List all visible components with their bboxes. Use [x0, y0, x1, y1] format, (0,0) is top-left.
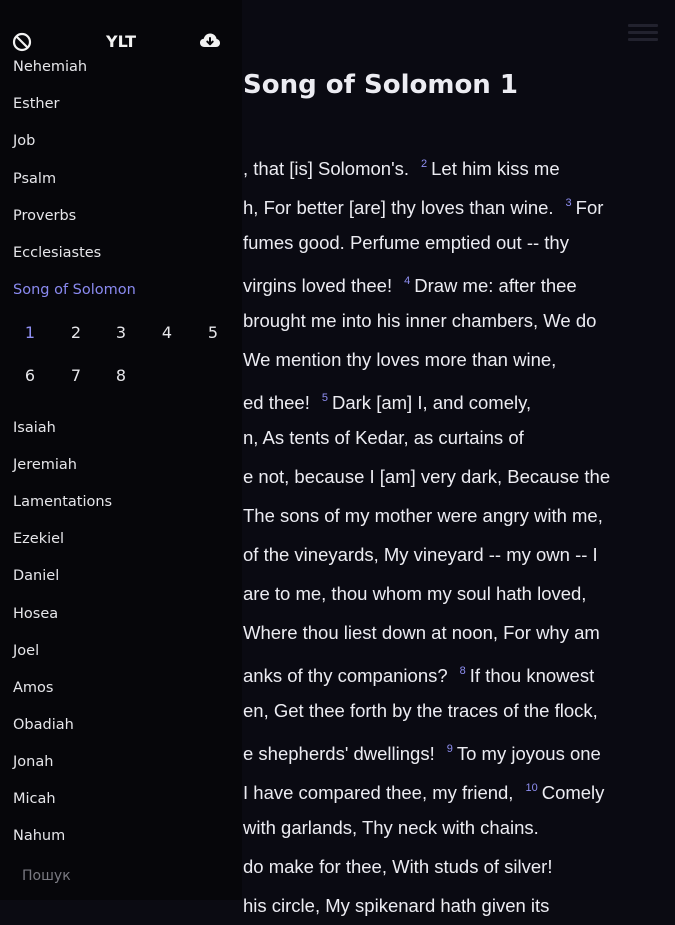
verse-text: Where thou liest down at noon, For why am [243, 622, 600, 643]
verse-line [243, 301, 596, 340]
verse-line [243, 379, 531, 418]
book-item[interactable]: Psalm [13, 170, 57, 187]
verse-text: Let him kiss me [431, 158, 560, 179]
verse-text: virgins loved thee! [243, 275, 393, 296]
verse-text: with garlands, Thy neck with chains. [243, 817, 539, 838]
verse-text: en, Get thee forth by the traces of the flock, [243, 700, 598, 721]
verse-number[interactable]: 5 [321, 392, 328, 404]
verse-number[interactable]: 3 [565, 197, 572, 209]
chapter-item[interactable]: 5 [207, 323, 219, 342]
verse-number[interactable]: 9 [446, 743, 453, 755]
book-item[interactable]: Hosea [13, 605, 59, 622]
translation-title[interactable]: YLT [106, 32, 137, 51]
book-item[interactable]: Ecclesiastes [13, 245, 102, 261]
book-item[interactable]: Jonah [13, 753, 54, 770]
verse-line [243, 574, 586, 613]
search-input[interactable] [20, 864, 224, 888]
verse-number[interactable]: 4 [404, 275, 411, 287]
hamburger-menu-icon[interactable] [628, 24, 658, 46]
verse-line [243, 457, 610, 496]
chapter-item-active[interactable]: 1 [24, 323, 36, 342]
drawer-header [0, 0, 242, 56]
verse-number[interactable]: 10 [525, 782, 538, 794]
book-item[interactable]: Jeremiah [13, 457, 77, 474]
verse-line [243, 730, 601, 769]
chapter-title: Song of Solomon 1 [243, 70, 518, 100]
verse-text: To my joyous one [456, 743, 601, 764]
verse-text: For [575, 197, 604, 218]
verse-line [243, 223, 569, 262]
chapter-item[interactable]: 4 [161, 323, 173, 342]
verse-line [243, 847, 553, 886]
verse-text: his circle, My spikenard hath given its [243, 895, 550, 916]
verse-line [243, 262, 577, 301]
verse-line [243, 769, 604, 808]
verse-line [243, 808, 539, 847]
verse-line [243, 613, 600, 652]
chapter-item[interactable]: 3 [115, 323, 127, 342]
verse-text: Dark [am] I, and comely, [332, 392, 532, 413]
book-item[interactable]: Joel [13, 642, 40, 659]
verse-text: e not, because I [am] very dark, Because the [243, 466, 611, 487]
book-item[interactable]: Ezekiel [13, 531, 65, 548]
verse-line [243, 340, 556, 379]
verse-text: do make for thee, With studs of silver! [243, 856, 553, 877]
verse-text: e shepherds' dwellings! [243, 743, 435, 764]
book-item[interactable]: Amos [13, 679, 54, 696]
verse-text: brought me into his inner chambers, We do [243, 310, 597, 331]
book-item[interactable]: Job [13, 133, 36, 150]
verse-number[interactable]: 8 [459, 665, 466, 677]
verse-text: n, As tents of Kedar, as curtains of [243, 427, 524, 448]
book-item[interactable]: Micah [13, 791, 56, 807]
verse-text: of the vineyards, My vineyard -- my own -- I [243, 544, 598, 565]
verse-text: anks of thy companions? [243, 665, 448, 686]
verse-text: If thou knowest [469, 665, 595, 686]
chapter-item[interactable]: 8 [115, 366, 127, 385]
book-item-active[interactable]: Song of Solomon [13, 282, 136, 298]
book-item[interactable]: Obadiah [13, 716, 74, 733]
book-item[interactable]: Esther [13, 96, 60, 113]
cloud-download-icon[interactable] [199, 32, 221, 50]
book-item[interactable]: Nahum [13, 828, 66, 845]
chapter-item[interactable]: 6 [24, 366, 36, 385]
verse-line [243, 145, 560, 184]
verse-line [243, 535, 598, 574]
verse-text: Draw me: after thee [414, 275, 577, 296]
verse-text: fumes good. Perfume emptied out -- thy [243, 232, 569, 253]
search-bar [0, 856, 242, 900]
verse-line [243, 886, 549, 925]
compass-icon[interactable] [12, 32, 32, 52]
chapter-item[interactable]: 2 [70, 323, 82, 342]
verse-text: I have compared thee, my friend, [243, 782, 514, 803]
book-item[interactable]: Proverbs [13, 207, 77, 224]
chapter-item[interactable]: 7 [70, 366, 82, 385]
verse-line [243, 418, 524, 457]
chapter-text [243, 148, 675, 916]
verse-text: are to me, thou whom my soul hath loved, [243, 583, 587, 604]
verse-line [243, 184, 603, 223]
book-item[interactable]: Isaiah [13, 420, 56, 436]
verse-line [243, 652, 594, 691]
verse-text: ed thee! [243, 392, 310, 413]
verse-line [243, 691, 598, 730]
book-item[interactable]: Nehemiah [13, 59, 88, 75]
verse-line [243, 496, 603, 535]
verse-text: The sons of my mother were angry with me, [243, 505, 603, 526]
book-item[interactable]: Daniel [13, 568, 60, 585]
verse-text: h, For better [are] thy loves than wine. [243, 197, 554, 218]
verse-text: Comely [541, 782, 605, 803]
verse-text: We mention thy loves more than wine, [243, 349, 557, 370]
verse-text: , that [is] Solomon's. [243, 158, 409, 179]
navigation-drawer [0, 0, 242, 900]
verse-number[interactable]: 2 [421, 158, 428, 170]
book-item[interactable]: Lamentations [13, 494, 113, 511]
